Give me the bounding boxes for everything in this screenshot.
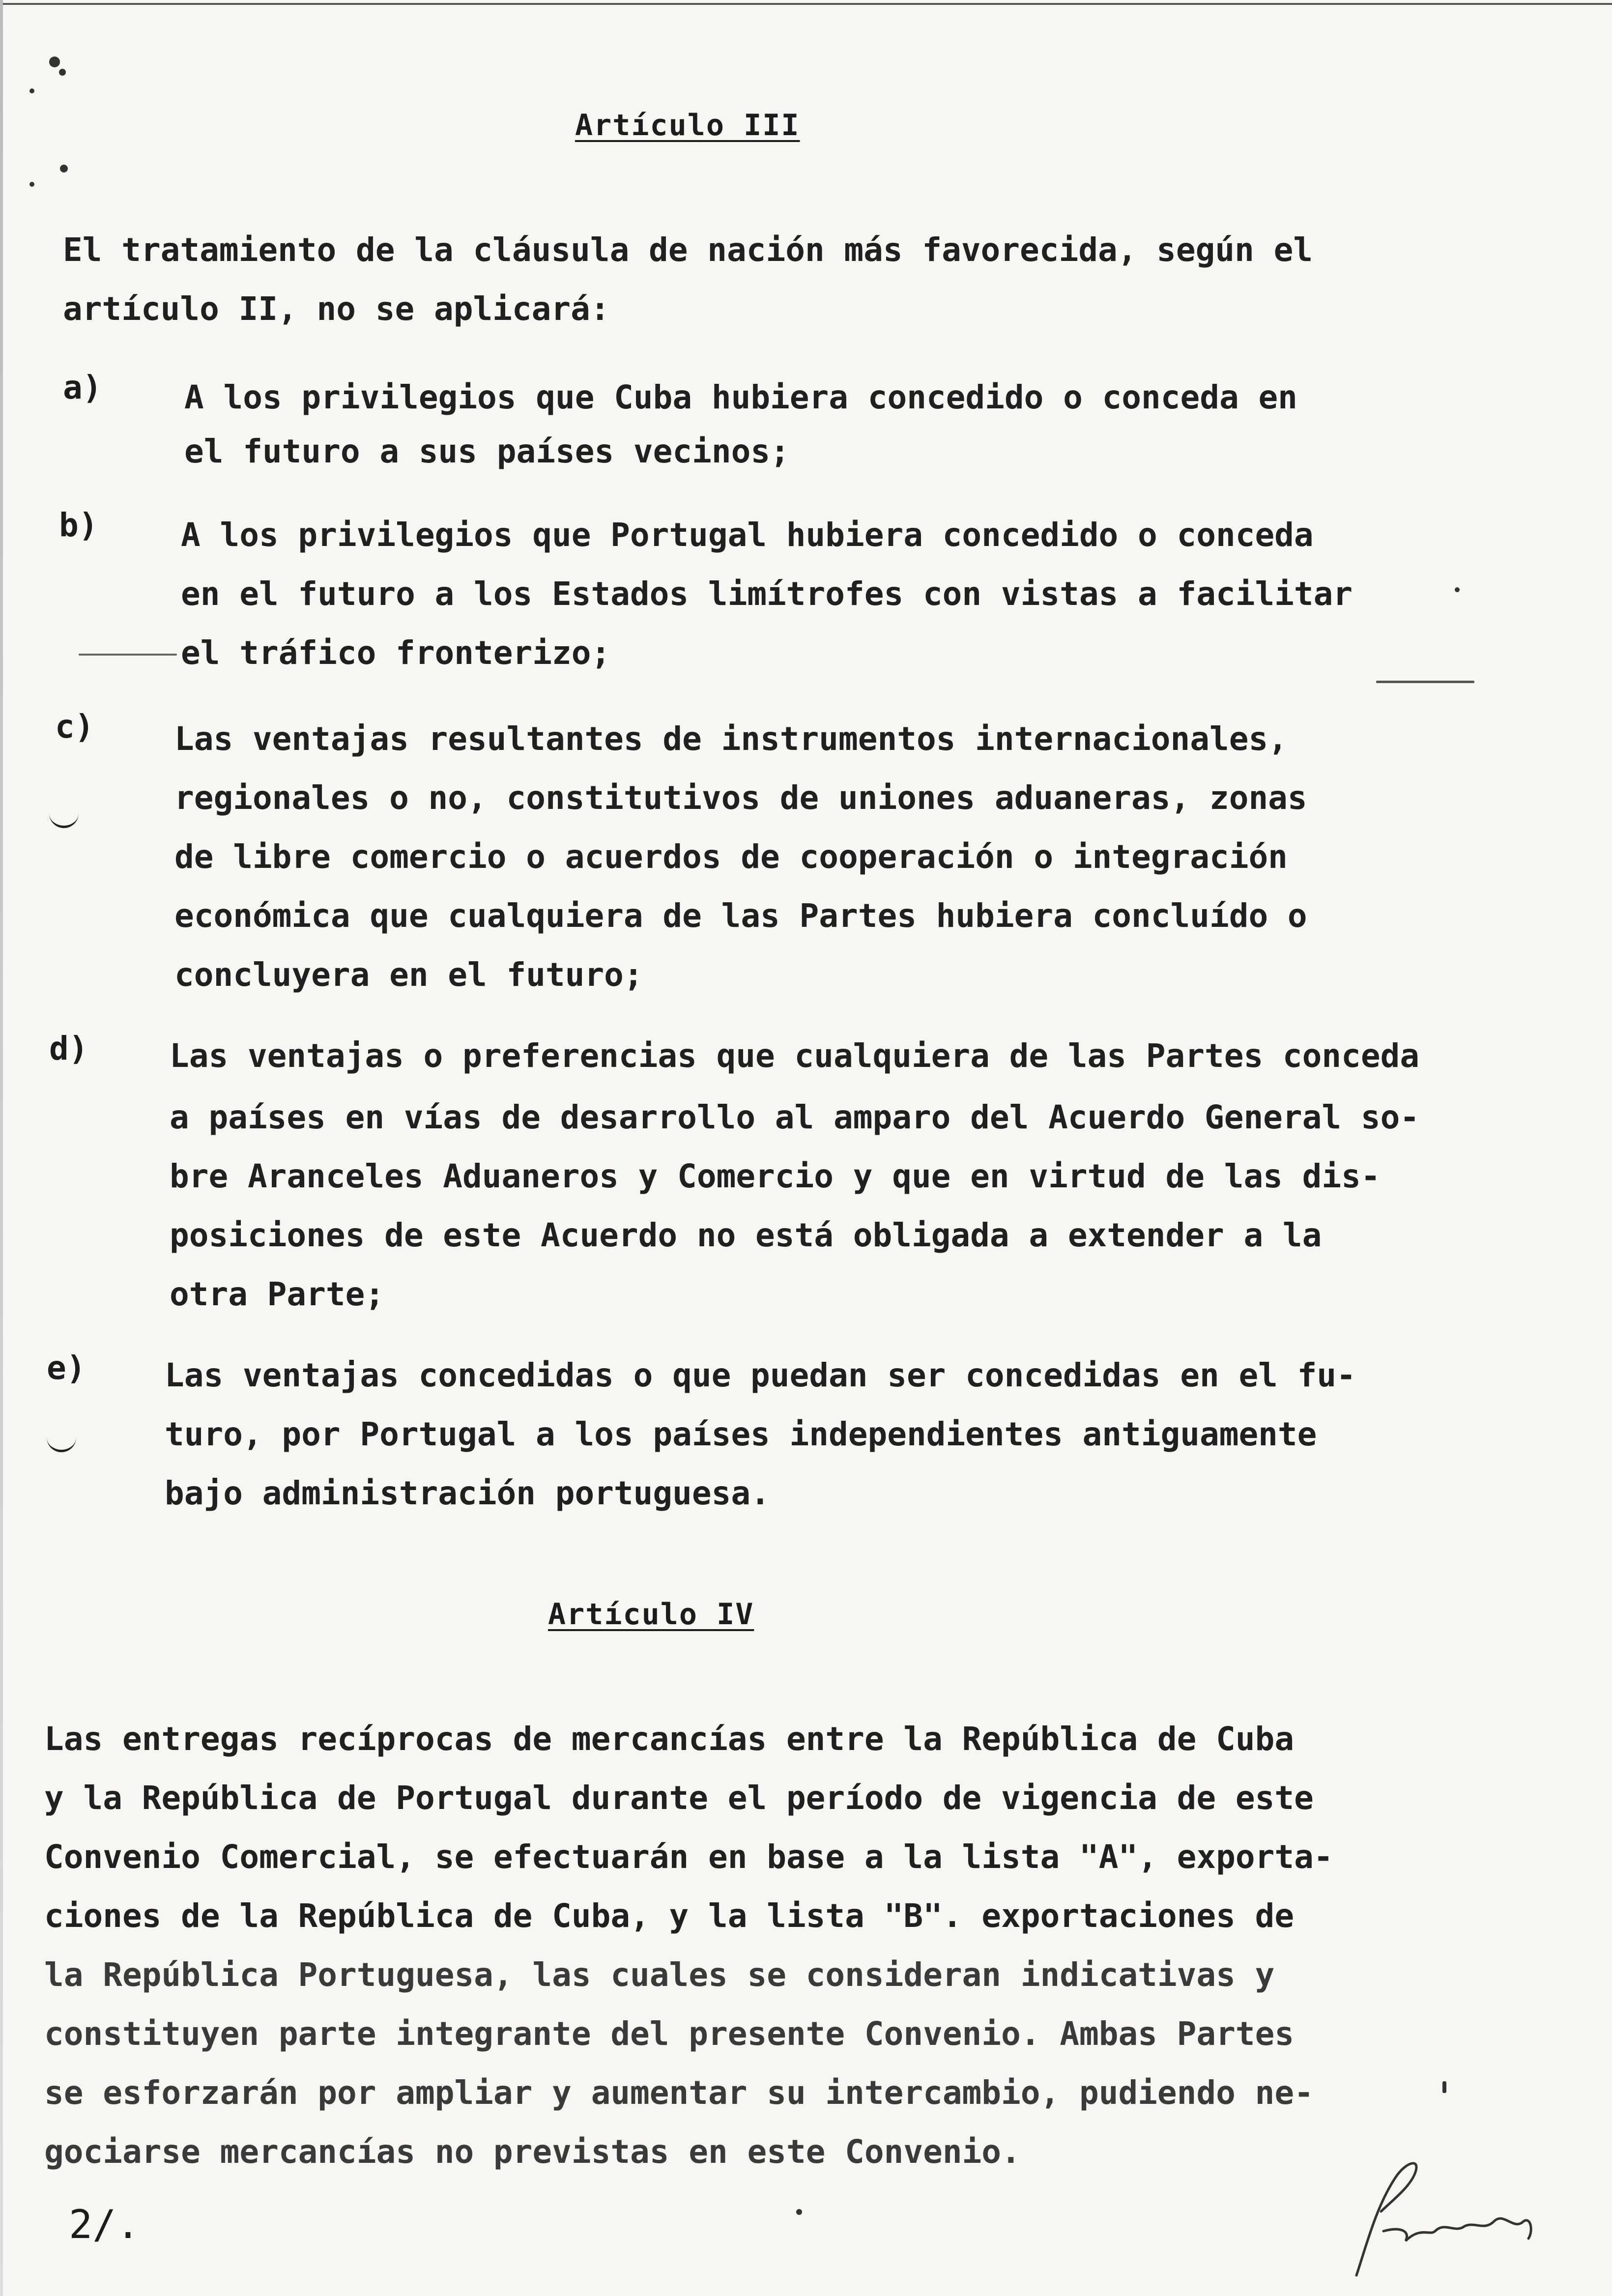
article-4-line: ciones de la República de Cuba, y la lista "B". exportaciones de: [44, 1897, 1295, 1935]
scan-edge: [0, 0, 3, 2296]
article-3-heading: Artículo III: [575, 108, 800, 143]
signature-initials: [1337, 2148, 1573, 2285]
item-e-marker: e): [47, 1349, 86, 1387]
item-d-line: otra Parte;: [170, 1275, 385, 1313]
article-4-line: constituyen parte integrante del presente Convenio. Ambas Partes: [44, 2015, 1295, 2053]
item-c-line: concluyera en el futuro;: [174, 956, 643, 994]
item-b-line: A los privilegios que Portugal hubiera concedido o conceda: [181, 516, 1314, 554]
item-c-line: regionales o no, constitutivos de uniones aduaneras, zonas: [174, 779, 1307, 817]
article-4-line: gociarse mercancías no previstas en este Convenio.: [44, 2133, 1021, 2171]
item-c-marker: c): [55, 708, 94, 746]
scan-speck: [1455, 587, 1460, 592]
article-3-intro-line: artículo II, no se aplicará:: [63, 290, 610, 328]
article-4-line: se esforzarán por ampliar y aumentar su intercambio, pudiendo ne-: [44, 2074, 1314, 2112]
item-b-marker: b): [59, 506, 98, 544]
item-d-line: bre Aranceles Aduaneros y Comercio y que en virtud de las dis-: [170, 1157, 1381, 1195]
item-a-marker: a): [63, 369, 102, 406]
item-a-line: A los privilegios que Cuba hubiera concedido o conceda en: [184, 378, 1297, 416]
item-c-line: económica que cualquiera de las Partes hubiera concluído o: [174, 897, 1307, 935]
scan-speck: [29, 88, 34, 93]
scan-speck: [796, 2209, 802, 2215]
article-4-line: Las entregas recíprocas de mercancías entre la República de Cuba: [44, 1720, 1295, 1758]
item-c-line: Las ventajas resultantes de instrumentos internacionales,: [174, 720, 1288, 758]
scan-speck: [1376, 681, 1474, 683]
article-4-line: Convenio Comercial, se efectuarán en base a la lista "A", exporta-: [44, 1838, 1333, 1876]
top-rule: [0, 3, 1612, 5]
scan-speck: [49, 57, 60, 67]
article-3-intro-line: El tratamiento de la cláusula de nación más favorecida, según el: [63, 231, 1313, 269]
item-c-line: de libre comercio o acuerdos de cooperación o integración: [174, 838, 1288, 876]
scan-speck: [59, 69, 66, 76]
item-a-line: el futuro a sus países vecinos;: [184, 432, 790, 470]
article-4-line: la República Portuguesa, las cuales se consideran indicativas y: [44, 1956, 1275, 1994]
item-d-line: posiciones de este Acuerdo no está obligada a extender a la: [170, 1216, 1322, 1254]
scan-speck: [29, 182, 34, 187]
page-number: 2/.: [69, 2202, 140, 2247]
scan-speck: [1442, 2081, 1446, 2093]
item-d-marker: d): [49, 1030, 88, 1067]
item-b-line: en el futuro a los Estados limítrofes con vistas a facilitar: [181, 575, 1353, 613]
scan-speck: [79, 654, 177, 656]
item-e-line: Las ventajas concedidas o que puedan ser concedidas en el fu-: [165, 1356, 1356, 1394]
item-e-line: bajo administración portuguesa.: [165, 1474, 770, 1512]
item-d-line: Las ventajas o preferencias que cualquiera de las Partes conceda: [170, 1037, 1420, 1075]
item-e-line: turo, por Portugal a los países independientes antiguamente: [165, 1415, 1317, 1453]
margin-tick-mark: [47, 1435, 76, 1452]
item-d-line: a países en vías de desarrollo al amparo del Acuerdo General so-: [170, 1098, 1420, 1136]
scan-speck: [60, 165, 68, 172]
item-b-line: el tráfico fronterizo;: [181, 634, 611, 672]
margin-tick-mark: [49, 811, 79, 828]
article-4-heading: Artículo IV: [548, 1597, 754, 1632]
article-4-line: y la República de Portugal durante el período de vigencia de este: [44, 1779, 1314, 1817]
